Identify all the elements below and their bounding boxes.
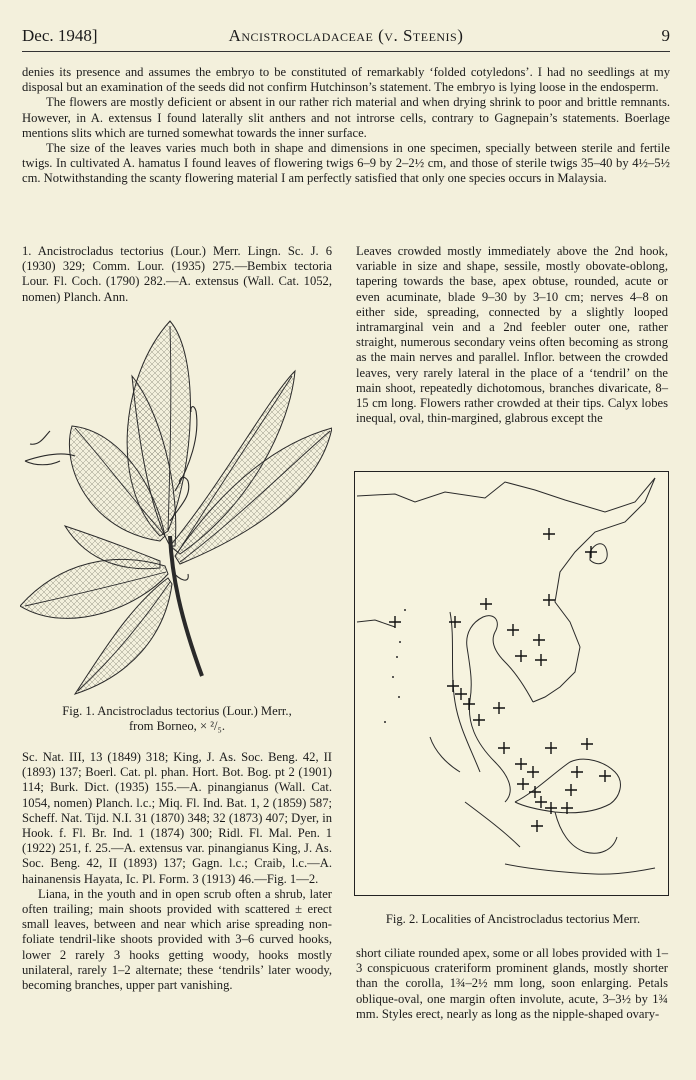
figure-1-caption-line-2: from Borneo, × ²/₅. [128, 719, 226, 734]
figure-1-caption-line-1: Fig. 1. Ancistrocladus tectorius (Lour.) Merr., [62, 704, 292, 718]
plant-illustration [20, 316, 332, 706]
locality-map [354, 471, 669, 896]
leaves-paragraph: Leaves crowded mostly immediately above the 2nd hook, variable in size and shape, sessile, mostly obovate-oblong, tapering towards the base, apex obtuse, rounded, acute or even acuminate, blade 9–30 by 3–10 cm; nerves 4–8 on either side, spreading, connected by a slightly looped intramarginal vein and a 2nd feebler outer one, rather straight, numerous secondary veins often becoming as strong as the main nerves and parallel. Inflor. between the crowded leaves, very rarely lateral in the place of a ‘tendril’ on the main shoot, repeatedly dichotomous, branches divaricate, 8–15 cm long. Flowers rather crowded at their tips. Calyx lobes inequal, oval, thin-margined, glabrous except the [356, 244, 668, 426]
species-heading: 1. Ancistrocladus tectorius (Lour.) Merr. Lingn. Sc. J. 6 (1930) 329; Comm. Lour. (1935) 275.—Bembix tectoria Lour. Fl. Coch. (1790) 282.—A. extensus (Wall. Cat. 1052, nomen) Planch. Ann. [22, 244, 332, 304]
species-heading-block [22, 244, 332, 305]
figure-2-caption: Fig. 2. Localities of Ancistrocladus tectorius Merr. [385, 912, 641, 926]
leaves-description [356, 244, 668, 426]
synonymy-continued [22, 750, 332, 993]
header-rule [22, 51, 670, 52]
flower-description [356, 946, 668, 1022]
liana-paragraph: Liana, in the youth and in open scrub often a shrub, later often trailing; main shoots provided with scattered ± erect small leaves, between and near which arise spreading non-foliate tendril-like shoots provided with 3–6 curved hooks, lower 2 rarely 3 hooks getting woody, hooks mostly unilateral, rarely 1–2 alternate; these ‘tendrils’ later woody, becoming branches, upper part vanishing. [22, 886, 332, 993]
intro-text [22, 65, 670, 187]
synonymy-paragraph: Sc. Nat. III, 13 (1849) 318; King, J. As. Soc. Beng. 42, II (1893) 137; Boerl. Cat. pl. phan. Hort. Bot. Bog. pt 2 (1901) 114; Burk. Dict. (1935) 155.—A. pinangianus (Wall. Cat. 1054, nomen) Planch. l.c.; Miq. Fl. Ind. Bat. 1, 2 (1859) 587; Scheff. Nat. Tijd. N.I. 31 (1870) 348; 32 (1873) 407; Dyer, in Hook. f. Fl. Br. Ind. 1 (1874) 300; Ridl. Fl. Mal. Pen. 1 (1922) 251, f. 25.—A. extensus var. pinangianus King, J. As. Soc. Beng. 42, II (1893) 137; Gagn. l.c.; Craib, l.c.—A. hainanensis Hayata, Ic. Pl. Form. 3 (1913) 46.—Fig. 1—2. [22, 750, 332, 886]
flower-paragraph: short ciliate rounded apex, some or all lobes provided with 1–3 conspicuous crateriform prominent glands, mostly shorter than the corolla, 1¾–2½ mm long, soon enlarging. Petals oblique-oval, one margin often involute, acute, 3–3½ by 1¾ mm. Styles erect, nearly as long as the nipple-shaped ovary- [356, 946, 668, 1021]
intro-paragraph-1: denies its presence and assumes the embryo to be constituted of remarkably ‘folded cotyledons’. I had no seedlings at my disposal but an examination of the seeds did not confirm Hutchinson’s statement. The embryo is lying loose in the endosperm. [22, 65, 670, 95]
page-number: 9 [661, 26, 670, 45]
intro-paragraph-2: The flowers are mostly deficient or absent in our rather rich material and when drying shrink to poor and brittle remnants. However, in A. extensus I found laterally slit anthers and not introrse cells, contrary to Gagnepain’s statements. Boerlage mentions slits which are turned somewhat towards the inner surface. [22, 95, 670, 140]
header-date: Dec. 1948] [22, 26, 98, 45]
running-header [22, 26, 670, 50]
header-title: Ancistrocladaceae (v. Steenis) [228, 26, 464, 45]
figure-1-caption [22, 704, 332, 735]
intro-paragraph-3: The size of the leaves varies much both in shape and dimensions in one specimen, specially between sterile and fertile twigs. In cultivated A. hamatus I found leaves of flowering twigs 6–9 by 2–2½ cm, and those of sterile twigs 35–40 by 4½–5½ cm. Notwithstanding the scanty flowering material I am perfectly satisfied that only one species occurs in Malaysia. [22, 141, 670, 186]
